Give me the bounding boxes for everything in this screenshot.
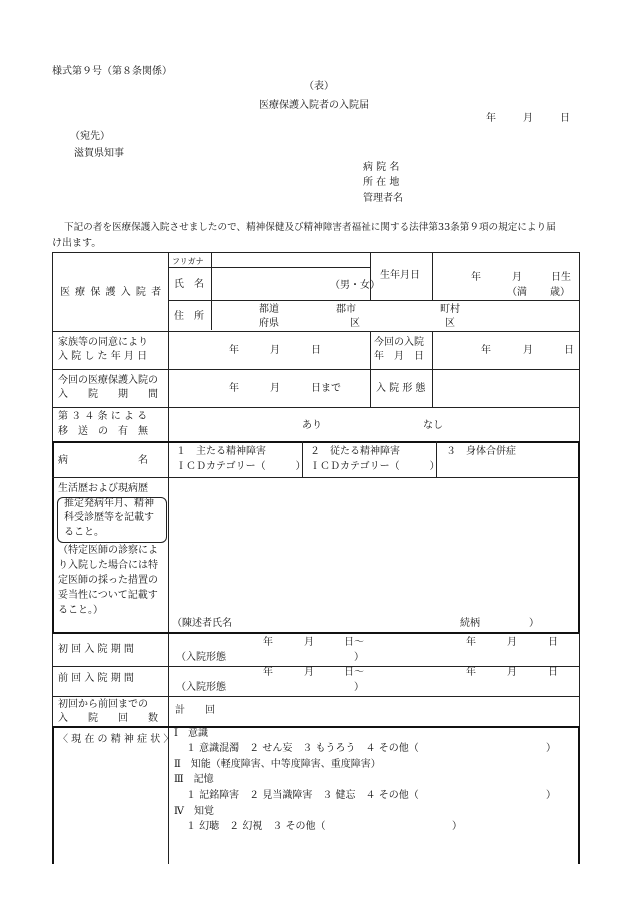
note-line-3: 定医師の採った措置の — [58, 575, 158, 586]
prev-end-day: 日 — [548, 667, 558, 678]
furigana-label: フリガナ — [172, 257, 204, 266]
first-end-year: 年 — [466, 637, 476, 648]
prev-form-open: （入院形態 — [176, 682, 226, 693]
history-label: 生活歴および現病歴 — [58, 483, 148, 494]
narrator-label: （陳述者氏名 — [172, 618, 232, 629]
main-disorder: １ 主たる精神障害 — [176, 446, 266, 457]
brace-line-1: 推定発病年月、精神 — [64, 498, 154, 509]
consent-label-2: 入 院 し た 年 月 日 — [58, 351, 148, 362]
date-year: 年 — [486, 113, 496, 124]
label-column-divider — [168, 252, 169, 864]
transfer-no: なし — [423, 420, 443, 431]
prev-start-day: 日〜 — [344, 667, 364, 678]
note-line-5: ること。） — [58, 605, 103, 616]
main-icd: ＩＣＤカテゴリー（ ） — [176, 461, 306, 472]
note-line-1: （特定医師の診察によ — [58, 545, 158, 556]
symptom-intelligence: Ⅱ 知能（軽度障害、中等度障害、重度障害） — [174, 759, 381, 770]
transfer-label-1: 第 ３ ４ 条 に よ る — [58, 411, 148, 422]
pref-top: 都道 — [259, 304, 279, 315]
symptom-consciousness: Ⅰ 意識 — [174, 728, 208, 739]
date-month: 月 — [523, 113, 533, 124]
physical-comorbidity: ３ 身体合併症 — [446, 446, 516, 457]
current-month: 月 — [523, 345, 533, 356]
symptom-perception-options: １ 幻聴 ２ 幻視 ３ その他（ — [186, 821, 326, 832]
first-form-close: ） — [354, 652, 364, 663]
symptom-consciousness-options: １ 意識混濁 ２ せん妄 ３ もうろう ４ その他（ — [186, 743, 419, 754]
period-until: 日まで — [311, 383, 341, 394]
symptom-perception: Ⅳ 知覚 — [174, 806, 214, 817]
consent-label-1: 家族等の同意により — [58, 337, 148, 348]
note-line-2: り入院した場合には特 — [58, 560, 158, 571]
table-top-border — [52, 252, 579, 253]
symptom-close-1: ） — [546, 743, 556, 754]
first-start-year: 年 — [263, 637, 273, 648]
period-year: 年 — [229, 383, 239, 394]
birthdate-label: 生年月日 — [380, 270, 420, 281]
intro-line-1: 下記の者を医療保護入院させましたので、精神保健及び精神障害者福祉に関する法律第33条第９項の規定により届 — [64, 222, 556, 233]
first-admission-label: 初 回 入 院 期 間 — [58, 644, 134, 655]
age-open: （満 — [507, 287, 527, 298]
period-month: 月 — [270, 383, 280, 394]
current-admission-label-2: 年 月 日 — [374, 351, 424, 362]
current-admission-label-1: 今回の入院 — [374, 337, 424, 348]
patient-label: 医 療 保 護 入 院 者 — [60, 287, 163, 298]
sub-disorder: ２ 従たる精神障害 — [310, 446, 400, 457]
brace-line-3: ること。 — [64, 527, 104, 538]
first-end-day: 日 — [548, 637, 558, 648]
period-label-1: 今回の医療保護入院の — [58, 375, 158, 386]
current-day: 日 — [564, 345, 574, 356]
note-line-4: 妥当性について記載す — [58, 590, 158, 601]
brace-line-2: 科受診歴等を記載す — [64, 512, 154, 523]
address-label: 住 所 — [174, 311, 204, 322]
admission-count-label-2: 入 院 回 数 — [58, 713, 158, 724]
consent-year: 年 — [229, 345, 239, 356]
birth-month: 月 — [512, 272, 522, 283]
period-label-2: 入 院 期 間 — [58, 389, 158, 400]
pref-bottom: 府県 — [259, 318, 279, 329]
first-form-open: （入院形態 — [176, 652, 226, 663]
town-village: 町村 — [440, 304, 460, 315]
addressee: 滋賀県知事 — [74, 148, 124, 159]
admission-form-label: 入 院 形 態 — [376, 383, 426, 394]
addressee-label: （宛先） — [70, 131, 110, 142]
hospital-name-label: 病 院 名 — [363, 162, 400, 173]
relation-label: 続柄 — [460, 618, 480, 629]
ku-1: 区 — [350, 318, 360, 329]
symptom-memory: Ⅲ 記憶 — [174, 774, 214, 785]
intro-line-2: け出ます。 — [52, 238, 102, 249]
consent-month: 月 — [270, 345, 280, 356]
prev-form-close: ） — [354, 682, 364, 693]
symptoms-label: 〈 現 在 の 精 神 症 状 〉 — [58, 734, 174, 745]
administrator-label: 管理者名 — [363, 193, 403, 204]
prev-start-year: 年 — [263, 667, 273, 678]
side-label: （表） — [304, 81, 334, 92]
first-start-month: 月 — [304, 637, 314, 648]
consent-day: 日 — [311, 345, 321, 356]
sex-field: （男・女） — [330, 280, 380, 291]
location-label: 所 在 地 — [363, 177, 400, 188]
birth-year: 年 — [471, 272, 481, 283]
admission-total: 計 回 — [175, 705, 215, 716]
sub-icd: ＩＣＤカテゴリー（ ） — [310, 461, 440, 472]
admission-count-label-1: 初回から前回までの — [58, 699, 148, 710]
prev-start-month: 月 — [304, 667, 314, 678]
form-title: 医療保護入院者の入院届 — [259, 100, 369, 111]
gun-shi: 郡市 — [336, 304, 356, 315]
age-close: 歳） — [550, 287, 570, 298]
transfer-yes: あり — [302, 420, 322, 431]
first-start-day: 日〜 — [344, 637, 364, 648]
transfer-label-2: 移 送 の 有 無 — [58, 426, 148, 437]
birth-day: 日生 — [551, 272, 571, 283]
form-number: 様式第９号（第８条関係） — [52, 66, 172, 77]
ku-2: 区 — [445, 318, 455, 329]
first-end-month: 月 — [507, 637, 517, 648]
narrator-close: ） — [529, 618, 539, 629]
symptom-memory-options: １ 記銘障害 ２ 見当識障害 ３ 健忘 ４ その他（ — [186, 790, 419, 801]
previous-admission-label: 前 回 入 院 期 間 — [58, 673, 134, 684]
disease-label: 病 名 — [58, 455, 148, 466]
symptom-close-3: ） — [452, 821, 462, 832]
symptom-close-2: ） — [546, 790, 556, 801]
name-label: 氏 名 — [174, 279, 204, 290]
date-day: 日 — [560, 113, 570, 124]
prev-end-year: 年 — [466, 667, 476, 678]
prev-end-month: 月 — [507, 667, 517, 678]
current-year: 年 — [481, 345, 491, 356]
